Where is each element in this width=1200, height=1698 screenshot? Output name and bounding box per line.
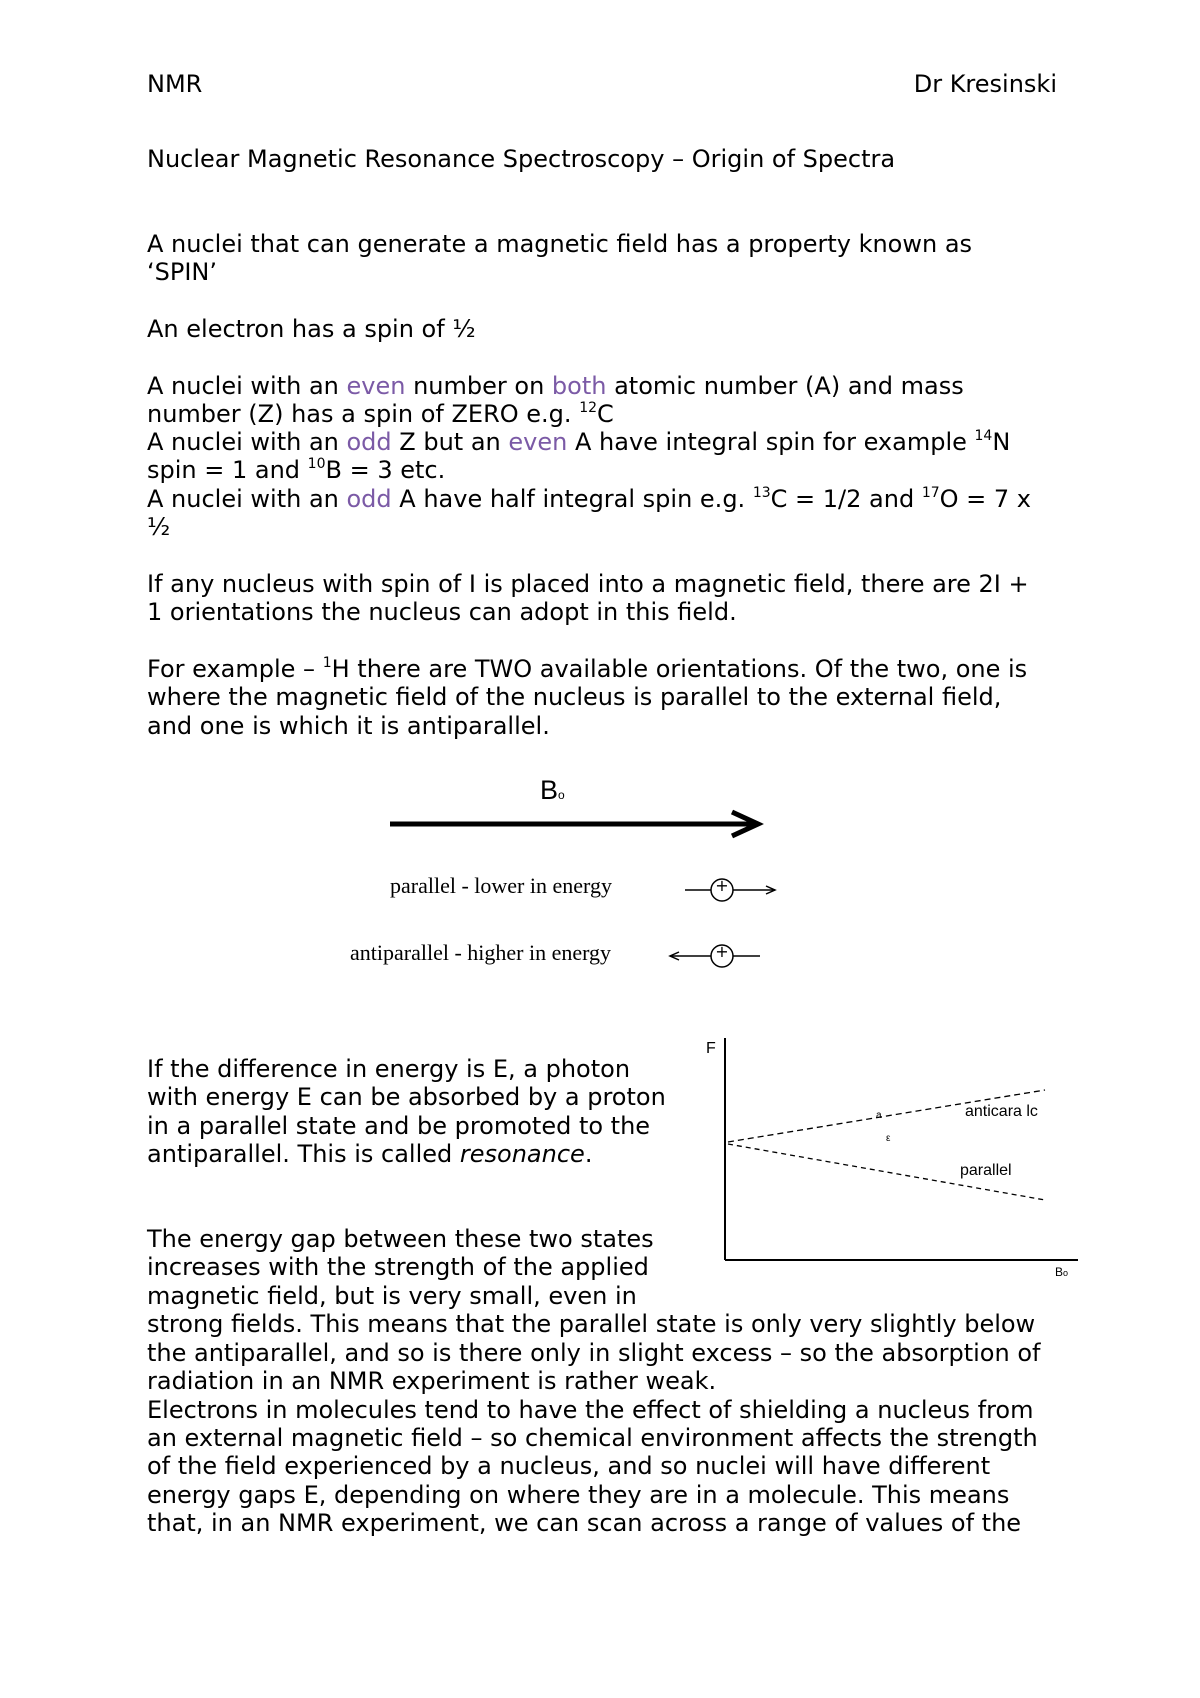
gap-mark-label: a — [876, 1110, 882, 1121]
orient-line-2: 1 orientations the nucleus can adopt in this field. — [147, 598, 737, 626]
gap-line-5: the antiparallel, and so is there only in slight excess – so the absorption of — [147, 1339, 1041, 1367]
orient-line-1: If any nucleus with spin of I is placed into a magnetic field, there are 2I + — [147, 570, 1029, 598]
nuclei-line-5: A nuclei with an odd A have half integral spin e.g. $^{13}$C = 1/2 and $^{17}$O = 7 x — [147, 485, 1031, 513]
field-axis-label: Bo — [1055, 1265, 1069, 1279]
energy-diagram — [700, 1030, 1090, 1270]
electrons-line-5: that, in an NMR experiment, we can scan across a range of values of the — [147, 1509, 1022, 1537]
highlight-odd-2: odd — [346, 485, 392, 513]
nuclei-line-1: A nuclei with an even number on both atomic number (A) and mass — [147, 372, 964, 400]
highlight-even: even — [346, 372, 406, 400]
field-arrow — [380, 800, 780, 840]
parallel-nucleus-arrow — [680, 875, 780, 905]
resonance-line-2: with energy E can be absorbed by a proton — [147, 1083, 666, 1111]
energy-axis-label: F — [706, 1040, 716, 1057]
electrons-line-2: an external magnetic field – so chemical environment affects the strength — [147, 1424, 1038, 1452]
example-line-1: For example – $^1$H there are TWO available orientations. Of the two, one is — [147, 655, 1028, 683]
header-left: NMR — [147, 70, 203, 98]
resonance-line-3: in a parallel state and be promoted to the — [147, 1112, 651, 1140]
gap-line-1: The energy gap between these two states — [147, 1225, 654, 1253]
highlight-both: both — [551, 372, 607, 400]
electron-spin: An electron has a spin of ½ — [147, 315, 476, 343]
nuclei-line-4: spin = 1 and $^{10}$B = 3 etc. — [147, 456, 446, 484]
parallel-nucleus: + — [715, 876, 729, 895]
resonance-line-4: antiparallel. This is called resonance. — [147, 1140, 593, 1168]
gap-line-6: radiation in an NMR experiment is rather weak. — [147, 1367, 717, 1395]
electrons-line-1: Electrons in molecules tend to have the effect of shielding a nucleus from — [147, 1396, 1034, 1424]
example-line-3: and one is which it is antiparallel. — [147, 712, 550, 740]
electrons-line-4: energy gaps E, depending on where they are in a molecule. This means — [147, 1481, 1010, 1509]
gap-line-2: increases with the strength of the applied — [147, 1253, 649, 1281]
header-right: Dr Kresinski — [913, 70, 1057, 98]
antiparallel-label: antiparallel - higher in energy — [350, 940, 612, 965]
energy-mark-label: ε — [886, 1133, 891, 1144]
gap-line-4: strong fields. This means that the parallel state is only very slightly below — [147, 1310, 1036, 1338]
document-title: Nuclear Magnetic Resonance Spectroscopy – Origin of Spectra — [147, 145, 896, 173]
gap-line-3: magnetic field, but is very small, even in — [147, 1282, 637, 1310]
spin-line-1: A nuclei that can generate a magnetic field has a property known as — [147, 230, 973, 258]
electrons-line-3: of the field experienced by a nucleus, and so nuclei will have different — [147, 1452, 991, 1480]
antiparallel-graph-label: anticara lc — [965, 1103, 1038, 1120]
parallel-label: parallel - lower in energy — [390, 873, 612, 898]
nuclei-line-2: number (Z) has a spin of ZERO e.g. $^{12}$C — [147, 400, 614, 428]
resonance-line-1: If the difference in energy is E, a photon — [147, 1055, 631, 1083]
field-label: Bo — [540, 775, 565, 805]
highlight-odd: odd — [346, 428, 392, 456]
nuclei-line-6: ½ — [147, 513, 171, 541]
highlight-even-2: even — [508, 428, 568, 456]
antiparallel-nucleus: + — [715, 942, 729, 961]
nuclei-line-3: A nuclei with an odd Z but an even A have integral spin for example $^{14}$N — [147, 428, 1011, 456]
spin-line-2: ‘SPIN’ — [147, 258, 217, 286]
parallel-graph-label: parallel — [960, 1162, 1012, 1179]
example-line-2: where the magnetic field of the nucleus is parallel to the external field, — [147, 683, 1002, 711]
